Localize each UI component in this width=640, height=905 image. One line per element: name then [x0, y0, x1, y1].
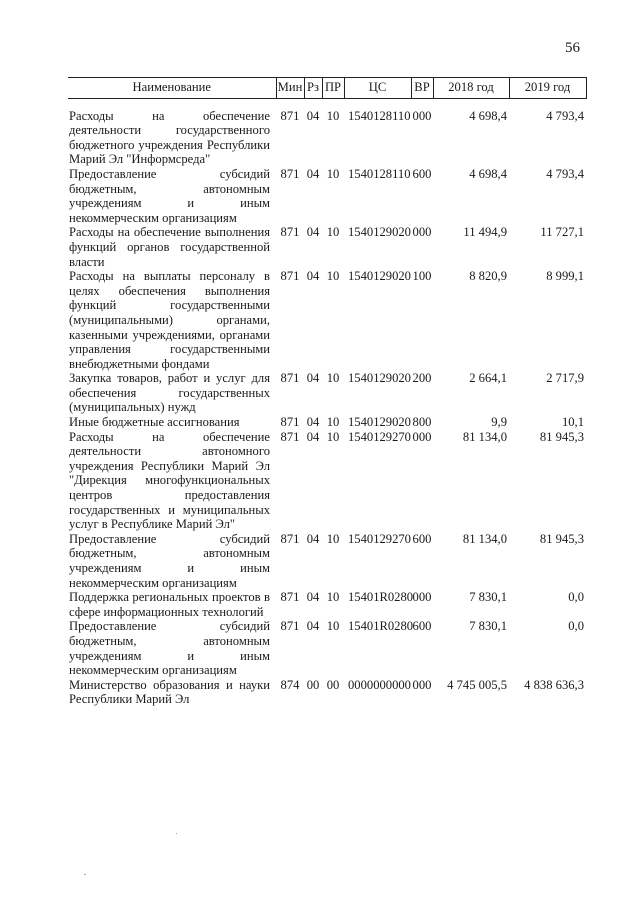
header-rz: Рз: [304, 78, 322, 99]
cell-pr: 10: [326, 269, 340, 284]
table-row: [68, 619, 586, 677]
cell-2019: 4 793,4: [546, 166, 584, 181]
cell-min: 871: [280, 108, 300, 123]
cell-2019: 11 727,1: [540, 225, 584, 240]
cell-2018: 81 134,0: [462, 429, 507, 444]
cell-2018: 8 820,9: [469, 269, 507, 284]
cell-2018: 7 830,1: [469, 619, 507, 634]
cell-name: Министерство образования и науки Республики Марий Эл: [69, 677, 270, 707]
cell-2018: 7 830,1: [469, 590, 507, 605]
cell-min: 871: [280, 590, 300, 605]
cell-2018: 11 494,9: [463, 225, 507, 240]
cell-cs: 1540128110: [348, 108, 411, 123]
cell-rz: 04: [306, 415, 320, 430]
table-row: [68, 269, 586, 371]
header-name: Наименование: [68, 78, 276, 99]
table-row: [68, 678, 586, 707]
cell-2018: 4 698,4: [469, 166, 507, 181]
cell-name: Расходы на обеспечение выполнения функций органов государственной власти: [69, 225, 270, 269]
cell-pr: 00: [326, 677, 340, 692]
cell-name: Предоставление субсидий бюджетным, автономным учреждениям и иным некоммерческим организациям: [69, 166, 270, 225]
cell-min: 871: [280, 166, 300, 181]
cell-rz: 04: [306, 429, 320, 444]
cell-name: Закупка товаров, работ и услуг для обеспечения государственных (муниципальных) нужд: [69, 371, 270, 415]
cell-2019: 2 717,9: [546, 371, 584, 386]
header-vr: ВР: [411, 78, 433, 99]
cell-name: Иные бюджетные ассигнования: [69, 415, 240, 430]
cell-name: Поддержка региональных проектов в сфере информационных технологий: [69, 590, 270, 619]
cell-pr: 10: [326, 415, 340, 430]
cell-vr: 600: [412, 619, 432, 634]
table-row: [68, 590, 586, 619]
cell-cs: 1540129270: [348, 531, 411, 546]
cell-vr: 600: [412, 531, 432, 546]
header-pr: ПР: [322, 78, 344, 99]
cell-vr: 100: [412, 269, 432, 284]
table-header-row: [68, 78, 586, 99]
cell-2019: 8 999,1: [546, 269, 584, 284]
cell-min: 871: [280, 619, 300, 634]
cell-min: 874: [280, 677, 300, 692]
cell-min: 871: [280, 429, 300, 444]
table-row: [68, 415, 586, 430]
cell-min: 871: [280, 269, 300, 284]
cell-vr: 000: [412, 677, 432, 692]
cell-vr: 000: [412, 225, 432, 240]
page-number: 56: [565, 40, 580, 56]
table-row: [68, 225, 586, 269]
cell-cs: 0000000000: [348, 677, 411, 692]
cell-min: 871: [280, 531, 300, 546]
cell-cs: 1540129020: [348, 415, 411, 430]
header-2018: 2018 год: [433, 78, 509, 99]
cell-cs: 1540129270: [348, 429, 411, 444]
cell-rz: 04: [306, 371, 320, 386]
cell-rz: 04: [306, 166, 320, 181]
header-2019: 2019 год: [509, 78, 586, 99]
cell-cs: 1540128110: [348, 166, 411, 181]
cell-2018: 9,9: [491, 415, 507, 430]
cell-2018: 4 745 005,5: [447, 677, 507, 692]
cell-pr: 10: [326, 531, 340, 546]
cell-pr: 10: [326, 371, 340, 386]
cell-vr: 200: [412, 371, 432, 386]
cell-2018: 4 698,4: [469, 108, 507, 123]
scan-speck: [84, 874, 86, 875]
cell-rz: 00: [306, 677, 320, 692]
cell-pr: 10: [326, 590, 340, 605]
cell-name: Расходы на обеспечение деятельности автономного учреждения Республики Марий Эл "Дирекция многофункциональных центров предоставления государственных и муниципальных услуг в Республике Марий Эл": [69, 429, 270, 532]
header-min: Мин: [276, 78, 304, 99]
cell-rz: 04: [306, 619, 320, 634]
cell-2018: 2 664,1: [469, 371, 507, 386]
cell-pr: 10: [326, 225, 340, 240]
cell-2018: 81 134,0: [462, 531, 507, 546]
cell-vr: 600: [412, 166, 432, 181]
cell-name: Расходы на обеспечение деятельности государственного бюджетного учреждения Республики Марий Эл "Информсреда": [69, 108, 270, 167]
cell-2019: 0,0: [568, 590, 584, 605]
cell-2019: 81 945,3: [539, 429, 584, 444]
cell-name: Предоставление субсидий бюджетным, автономным учреждениям и иным некоммерческим организациям: [69, 619, 270, 678]
cell-cs: 15401R0280: [348, 590, 414, 605]
cell-cs: 1540129020: [348, 371, 411, 386]
cell-name: Предоставление субсидий бюджетным, автономным учреждениям и иным некоммерческим организациям: [69, 531, 270, 590]
table-row: [68, 371, 586, 415]
cell-vr: 800: [412, 415, 432, 430]
cell-pr: 10: [326, 619, 340, 634]
cell-rz: 04: [306, 531, 320, 546]
table-row: [68, 167, 586, 225]
cell-pr: 10: [326, 429, 340, 444]
scan-speck: [176, 833, 177, 834]
table-row: [68, 532, 586, 590]
cell-rz: 04: [306, 269, 320, 284]
cell-2019: 0,0: [568, 619, 584, 634]
cell-rz: 04: [306, 108, 320, 123]
cell-vr: 000: [412, 429, 432, 444]
cell-2019: 10,1: [561, 415, 584, 430]
cell-cs: 1540129020: [348, 225, 411, 240]
table-row: [68, 430, 586, 532]
cell-min: 871: [280, 415, 300, 430]
cell-rz: 04: [306, 590, 320, 605]
cell-pr: 10: [326, 166, 340, 181]
cell-rz: 04: [306, 225, 320, 240]
cell-2019: 4 838 636,3: [524, 677, 584, 692]
cell-min: 871: [280, 225, 300, 240]
cell-vr: 000: [412, 108, 432, 123]
cell-cs: 1540129020: [348, 269, 411, 284]
budget-table: [68, 77, 587, 707]
header-cs: ЦС: [344, 78, 411, 99]
cell-2019: 81 945,3: [539, 531, 584, 546]
table-row: [68, 98, 586, 167]
cell-cs: 15401R0280: [348, 619, 414, 634]
cell-2019: 4 793,4: [546, 108, 584, 123]
cell-name: Расходы на выплаты персоналу в целях обеспечения выполнения функций государственными (муниципальными) органами, казенными учреждениями, органами управления государственными внебюджетными фондами: [69, 269, 270, 371]
cell-pr: 10: [326, 108, 340, 123]
cell-vr: 000: [412, 590, 432, 605]
cell-min: 871: [280, 371, 300, 386]
